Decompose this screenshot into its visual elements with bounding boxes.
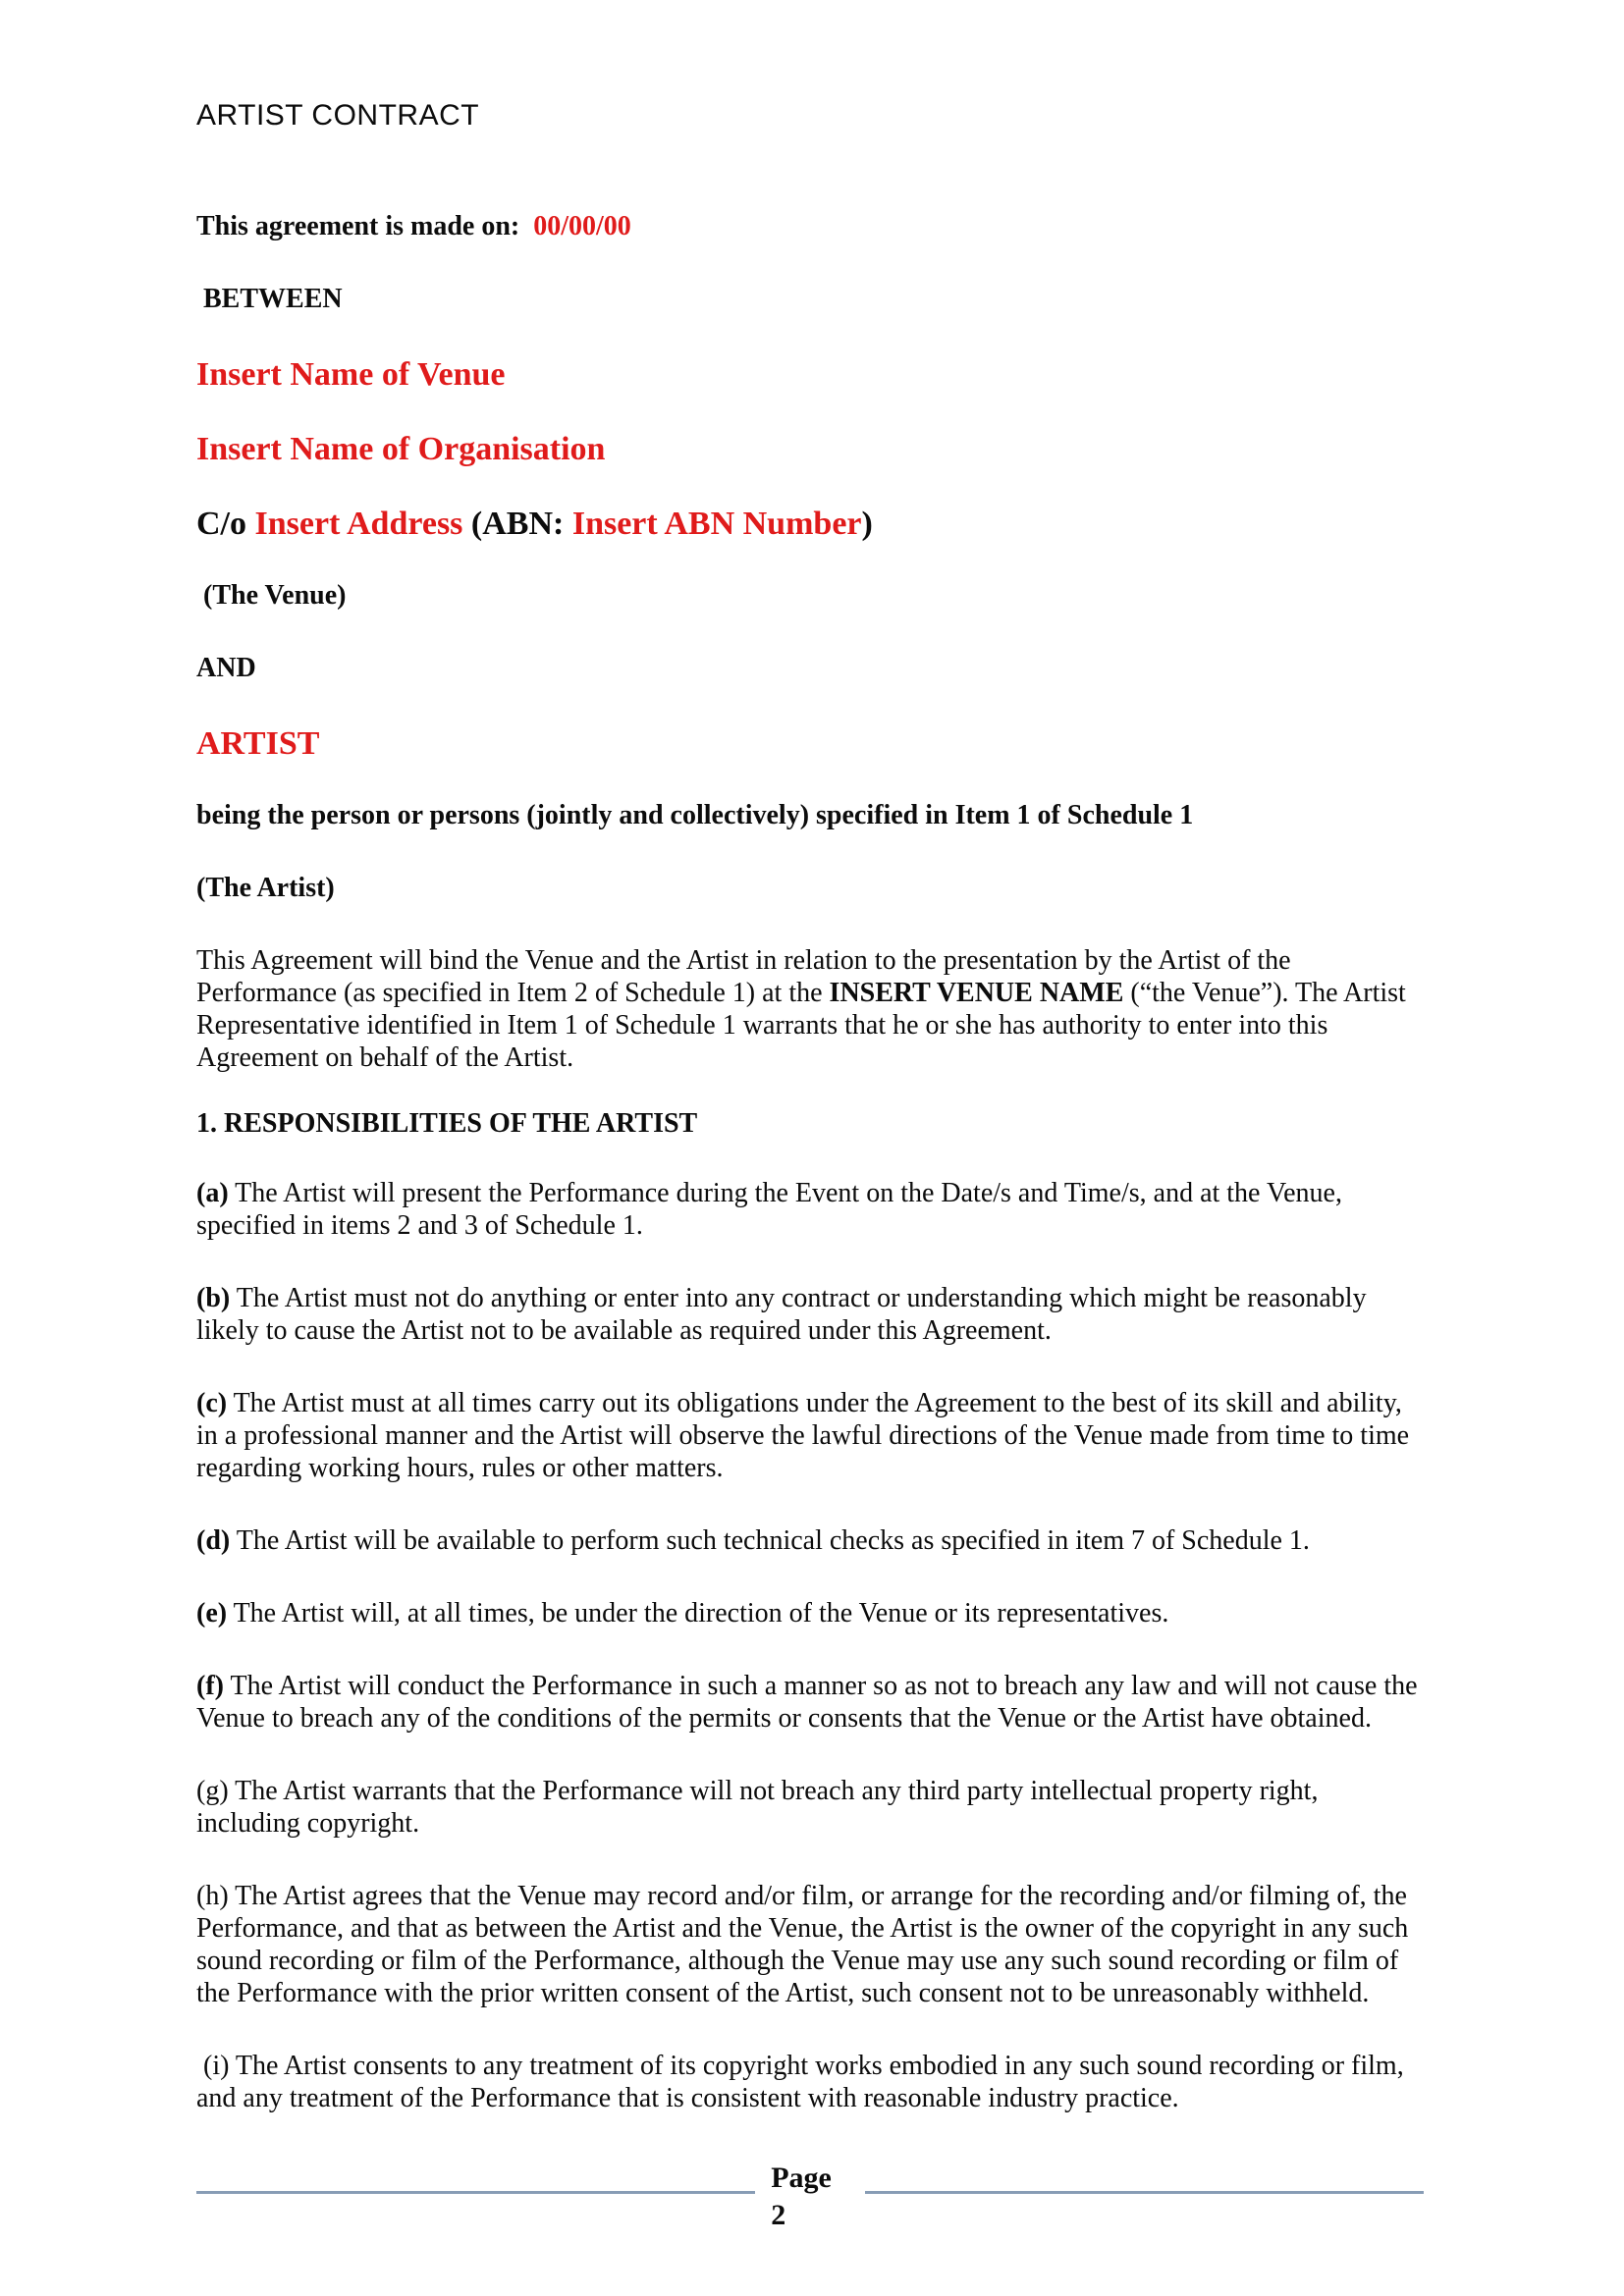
- clause-text: The Artist will be available to perform such technical checks as specified in item 7 of Schedule 1.: [230, 1525, 1310, 1556]
- document-title: ARTIST CONTRACT: [196, 99, 480, 132]
- clause-label: (d): [196, 1525, 231, 1556]
- clause-label: (b): [196, 1283, 231, 1313]
- clause-label: (f): [196, 1671, 224, 1701]
- clause-item: [196, 1387, 1424, 1484]
- page-footer: [196, 2162, 1424, 2236]
- artist-heading: ARTIST: [196, 725, 320, 762]
- footer-page-number: 2: [771, 2199, 786, 2231]
- clause-item: [196, 1597, 1424, 1629]
- clause-text: The Artist will conduct the Performance in such a manner so as not to breach any law and will not cause the Venue to breach any of the conditions of the permits or consents that the Venue or the Artist have obtained.: [196, 1671, 1425, 1734]
- and-label: AND: [196, 653, 256, 683]
- binding-paragraph: [196, 944, 1424, 1074]
- text-segment: (“the Venue”). The Artist Representative identified in Item 1 of Schedule 1 warrants that he or she has authority to enter into this Agreement on behalf of the Artist.: [196, 978, 1413, 1073]
- text-segment: Insert ABN Number: [571, 506, 862, 542]
- clause-item: [196, 1670, 1424, 1735]
- footer-page-block: [771, 2162, 832, 2236]
- clause-label: (c): [196, 1388, 228, 1418]
- text-segment: 00/00/00: [533, 211, 631, 241]
- clause-text: The Artist must at all times carry out its obligations under the Agreement to the best of its skill and ability, in a professional manner and the Artist will observe the lawful directions of the Venue made from time to time regarding working hours, rules or other matters.: [196, 1388, 1417, 1483]
- agreement-date-line: [196, 210, 1424, 242]
- clause-item: [196, 1880, 1424, 2009]
- address-abn-line: [196, 505, 1424, 544]
- venue-name-placeholder: Insert Name of Venue: [196, 356, 506, 393]
- clause-text: The Artist warrants that the Performance will not breach any third party intellectual property right, including copyright.: [196, 1776, 1326, 1839]
- text-segment: INSERT VENUE NAME: [829, 978, 1124, 1008]
- clause-label: (e): [196, 1598, 228, 1629]
- clause-item: [196, 1524, 1424, 1557]
- text-segment: ): [861, 506, 873, 542]
- clause-text: The Artist will present the Performance during the Event on the Date/s and Time/s, and at the Venue, specified in items 2 and 3 of Schedule 1.: [196, 1178, 1349, 1241]
- text-segment: Insert Address: [254, 506, 463, 542]
- clause-label: (a): [196, 1178, 229, 1208]
- the-artist-label: (The Artist): [196, 873, 335, 903]
- clause-item: [196, 1177, 1424, 1242]
- section-1-heading: 1. RESPONSIBILITIES OF THE ARTIST: [196, 1108, 698, 1139]
- text-segment: C/o: [196, 506, 255, 542]
- text-segment: (ABN:: [462, 506, 572, 542]
- clause-text: The Artist will, at all times, be under the direction of the Venue or its representatives.: [227, 1598, 1169, 1629]
- the-venue-label: (The Venue): [196, 580, 347, 611]
- clause-item: [196, 2050, 1424, 2114]
- artist-definition: being the person or persons (jointly and collectively) specified in Item 1 of Schedule 1: [196, 800, 1194, 830]
- section-1-items: [196, 1177, 1424, 2114]
- clause-label: (g): [196, 1776, 229, 1806]
- footer-rule-right: [865, 2191, 1424, 2194]
- clause-label: (h): [196, 1881, 229, 1911]
- footer-page-label: Page: [771, 2162, 832, 2194]
- organisation-name-placeholder: Insert Name of Organisation: [196, 431, 606, 467]
- clause-text: The Artist agrees that the Venue may record and/or film, or arrange for the recording and/or filming of, the Performance, and that as between the Artist and the Venue, the Artist is the owner of the copyright in any such sound recording or film of the Performance, although the Venue may use any such sound recording or film of the Performance with the prior written consent of the Artist, such consent not to be unreasonably withheld.: [196, 1881, 1416, 2008]
- between-label: BETWEEN: [196, 284, 343, 314]
- clause-label: (i): [196, 2051, 230, 2081]
- clause-item: [196, 1282, 1424, 1347]
- footer-rule-left: [196, 2191, 755, 2194]
- clause-text: The Artist must not do anything or enter into any contract or understanding which might be reasonably likely to cause the Artist not to be available as required under this Agreement.: [196, 1283, 1374, 1346]
- text-segment: This Agreement will bind the Venue and the Artist in relation to the presentation by the Artist of the Performance (as specified in Item 2 of Schedule 1) at the: [196, 945, 1298, 1008]
- text-segment: This agreement is made on:: [196, 211, 534, 241]
- clause-item: [196, 1775, 1424, 1840]
- clause-text: The Artist consents to any treatment of its copyright works embodied in any such sound recording or film, and any treatment of the Performance that is consistent with reasonable industry practice.: [196, 2051, 1411, 2113]
